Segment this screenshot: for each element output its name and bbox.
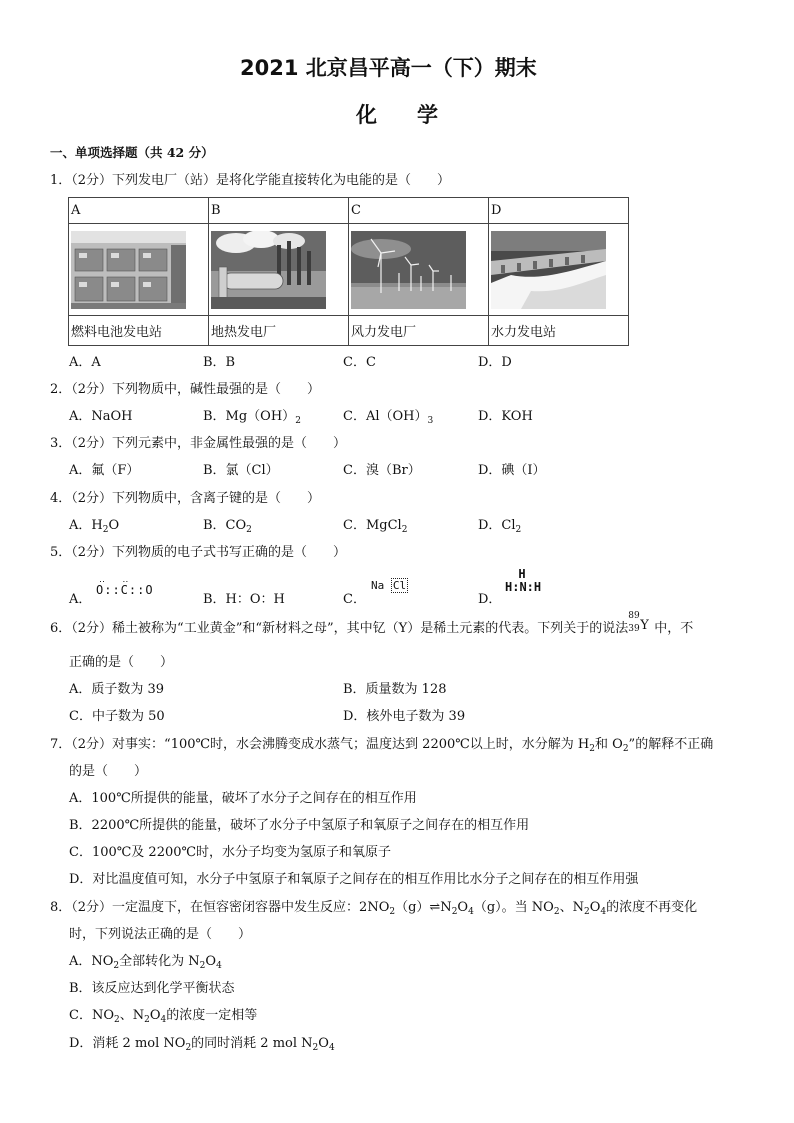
subscript: 2 [583, 907, 590, 917]
question-1-option-d[interactable]: D．D [478, 355, 512, 370]
question-3-option-a[interactable]: A．氟（F） [69, 463, 140, 478]
table-caption-d: 水力发电站 [489, 316, 629, 346]
table-header-d: D [489, 198, 629, 224]
formula-nh3: H:N:H [505, 580, 542, 594]
question-4-option-a[interactable] [69, 514, 119, 533]
question-8-option-c[interactable] [69, 1004, 257, 1023]
table-cell-image-d [489, 224, 629, 316]
lewis-formula-nacl [371, 579, 408, 592]
option-a-text: A．NO [69, 954, 114, 969]
lone-pair-dots: ‥ ‥ [99, 575, 135, 585]
question-2-option-d[interactable]: D．KOH [478, 409, 533, 424]
subject-title: 化学 [356, 103, 478, 127]
question-6-stem [50, 611, 694, 636]
option-c-text-4: 的浓度一定相等 [166, 1008, 258, 1023]
question-5-option-a[interactable] [69, 588, 91, 607]
nuclide-symbol [628, 611, 654, 634]
question-8-option-a[interactable] [69, 950, 222, 969]
question-1-option-b[interactable]: B．B [203, 355, 236, 370]
question-6-stem-line2: 正确的是（ ） [69, 655, 174, 670]
question-1-table [68, 197, 629, 346]
subscript: 2 [185, 1043, 192, 1053]
option-d-text-2: 的同时消耗 2 mol N [191, 1036, 313, 1051]
subscript: 2 [312, 1043, 319, 1053]
question-7-stem [50, 733, 713, 752]
table-cell-image-b [209, 224, 349, 316]
question-4-option-d[interactable] [478, 514, 521, 533]
table-header-b: B [209, 198, 349, 224]
atomic-number: 39 [628, 624, 640, 634]
formula-co2: O::C::O [96, 583, 154, 597]
stem-text: 8．（2分）一定温度下，在恒容密闭容器中发生反应：2NO [50, 900, 390, 915]
fuel-cell-station-photo [71, 231, 186, 309]
stem-text-c: O [457, 900, 469, 915]
stem-text-2: 中，不 [654, 621, 694, 636]
subscript: 2 [622, 744, 629, 754]
table-header-a: A [69, 198, 209, 224]
table-cell-image-c [349, 224, 489, 316]
question-6-option-a[interactable]: A．质子数为 39 [69, 682, 165, 697]
subscript: 2 [246, 525, 252, 535]
table-header-c: C [349, 198, 489, 224]
subscript: 2 [553, 907, 560, 917]
table-caption-b: 地热发电厂 [209, 316, 349, 346]
question-8-option-d[interactable] [69, 1032, 335, 1051]
question-7-option-c[interactable]: C．100℃及 2200℃时，水分子均变为氢原子和氧原子 [69, 845, 392, 860]
question-4-option-c[interactable] [343, 514, 407, 533]
question-7-option-b[interactable]: B．2200℃所提供的能量，破坏了水分子中氢原子和氧原子之间存在的相互作用 [69, 818, 530, 833]
option-a-text-2: 全部转化为 N [119, 954, 200, 969]
hydropower-dam-photo [491, 231, 606, 309]
question-7-stem-line2: 的是（ ） [69, 764, 148, 779]
question-7-option-d[interactable]: D．对比温度值可知，水分子中氢原子和氧原子之间存在的相互作用比水分子之间存在的相互作用强 [69, 872, 639, 887]
question-7-option-a[interactable]: A．100℃所提供的能量，破坏了水分子之间存在的相互作用 [69, 791, 417, 806]
page-title: 2021 北京昌平高一（下）期末 [240, 56, 537, 80]
option-a-tail: O [108, 518, 120, 533]
stem-text: 6．（2分）稀土被称为“工业黄金”和“新材料之母”，其中钇（Y）是稀土元素的代表。下列关于的说法 [50, 621, 629, 636]
option-b-text: B．CO [203, 518, 247, 533]
question-3-option-c[interactable]: C．溴（Br） [343, 463, 421, 478]
subscript: 2 [144, 1015, 150, 1025]
question-4-option-b[interactable] [203, 514, 252, 533]
option-a-text: A．H [69, 518, 103, 533]
question-1-option-a[interactable]: A．A [69, 355, 101, 370]
question-2-stem: 2．（2分）下列物质中，碱性最强的是（ ） [50, 382, 321, 397]
subscript: 2 [589, 744, 596, 754]
option-c-text-2: 、N [119, 1008, 145, 1023]
option-c-text-3: O [149, 1008, 161, 1023]
subscript: 2 [102, 525, 109, 535]
question-1-option-c[interactable]: C．C [343, 355, 376, 370]
question-5-option-b[interactable]: B．H：O：H [203, 592, 285, 607]
element-symbol: Y [640, 618, 649, 633]
mass-number: 89 [628, 611, 640, 621]
wind-farm-photo [351, 231, 466, 309]
option-a-label: A． [69, 592, 92, 607]
geothermal-plant-photo [211, 231, 326, 309]
stem-text-d: （g）。当 NO [473, 900, 554, 915]
question-6-option-b[interactable]: B．质量数为 128 [343, 682, 447, 697]
subscript: 2 [401, 525, 408, 535]
option-d-text: D．Cl [478, 518, 516, 533]
sodium-symbol: Na [371, 579, 385, 592]
subscript: 2 [389, 907, 396, 917]
stem-text-f: O [589, 900, 601, 915]
question-8-option-b[interactable]: B．该反应达到化学平衡状态 [69, 981, 235, 996]
lewis-formula-nh3 [505, 567, 542, 594]
question-5-option-d[interactable] [478, 588, 501, 607]
stem-text-e: 、N [559, 900, 584, 915]
question-8-stem [50, 896, 697, 915]
stem-text: 7．（2分）对事实：“100℃时，水会沸腾变成水蒸气；温度达到 2200℃以上时，水分解为 H [50, 737, 590, 752]
section-heading: 一、单项选择题（共 42 分） [50, 145, 214, 160]
subscript: 4 [600, 907, 607, 917]
question-3-option-b[interactable]: B．氯（Cl） [203, 463, 279, 478]
lewis-formula-co2 [96, 577, 154, 597]
top-hydrogen: H [518, 567, 526, 581]
question-6-option-d[interactable]: D．核外电子数为 39 [343, 709, 466, 724]
option-c-text: C．Al（OH） [343, 409, 428, 424]
question-2-option-c[interactable] [343, 405, 433, 424]
option-d-label: D． [478, 592, 502, 607]
subscript: 4 [468, 907, 474, 917]
question-3-stem: 3．（2分）下列元素中，非金属性最强的是（ ） [50, 436, 347, 451]
option-c-text: C．NO [69, 1008, 114, 1023]
question-1-stem: 1．（2分）下列发电厂（站）是将化学能直接转化为电能的是（ ） [50, 173, 451, 188]
subscript: 4 [216, 961, 222, 971]
option-a-text-3: O [205, 954, 217, 969]
stem-text-b: （g）⇌N [395, 900, 452, 915]
table-cell-image-a [69, 224, 209, 316]
option-c-text: C．MgCl [343, 518, 402, 533]
option-c-label: C． [343, 592, 366, 607]
table-caption-a: 燃料电池发电站 [69, 316, 209, 346]
stem-text-b: 和 O [595, 737, 623, 752]
question-3-option-d[interactable]: D．碘（I） [478, 463, 546, 478]
subscript: 2 [113, 961, 120, 971]
question-5-stem: 5．（2分）下列物质的电子式书写正确的是（ ） [50, 545, 347, 560]
option-d-text: D．消耗 2 mol NO [69, 1036, 186, 1051]
question-5-option-c[interactable] [343, 588, 366, 607]
subscript: 4 [160, 1015, 167, 1025]
subscript: 2 [451, 907, 458, 917]
table-caption-c: 风力发电厂 [349, 316, 489, 346]
subscript: 4 [328, 1043, 335, 1053]
subscript: 2 [199, 961, 206, 971]
option-d-text-3: O [318, 1036, 329, 1051]
question-6-option-c[interactable]: C．中子数为 50 [69, 709, 165, 724]
question-8-stem-line2: 时，下列说法正确的是（ ） [69, 927, 252, 942]
question-4-stem: 4．（2分）下列物质中，含离子键的是（ ） [50, 491, 321, 506]
subscript: 3 [427, 416, 434, 426]
option-b-text: B．Mg（OH） [203, 409, 296, 424]
subscript: 2 [295, 416, 301, 426]
subscript: 2 [515, 525, 522, 535]
chloride-symbol: Cl [392, 579, 407, 592]
question-2-option-a[interactable]: A．NaOH [69, 409, 133, 424]
stem-text-g: 的浓度不再变化 [606, 900, 698, 915]
subscript: 2 [113, 1015, 120, 1025]
stem-text-c: ”的解释不正确 [628, 737, 714, 752]
question-2-option-b[interactable] [203, 405, 301, 424]
